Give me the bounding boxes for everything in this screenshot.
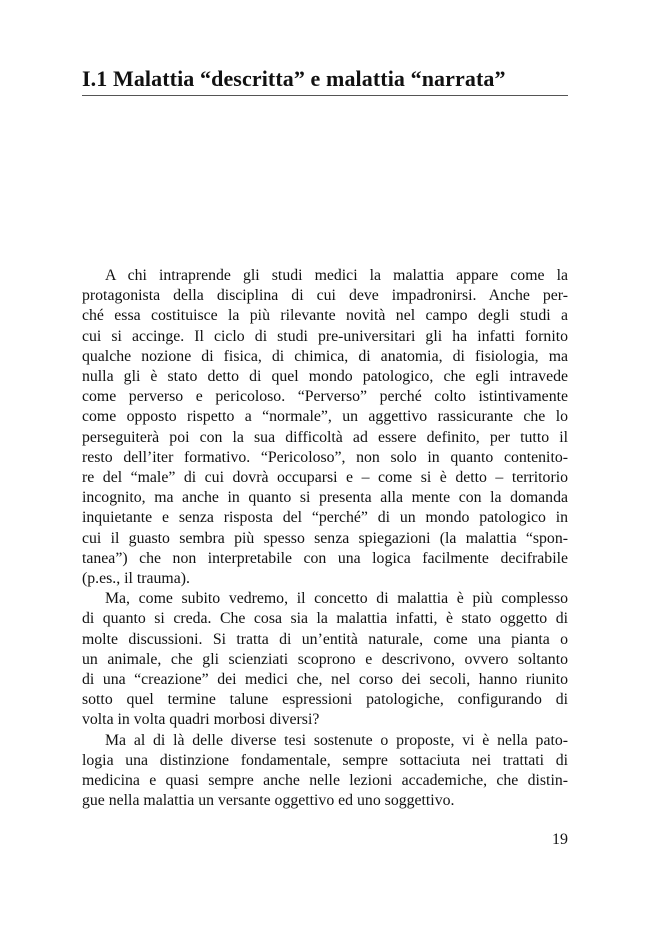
paragraph-3 <box>82 731 568 812</box>
text-line: di una “creazione” dei medici che, nel corso dei secoli, hanno riunito <box>82 671 568 689</box>
text-line: cui si accinge. Il ciclo di studi pre-universitari gli ha infatti fornito <box>82 327 568 345</box>
text-line: volta in volta quadri morbosi diversi? <box>82 711 320 729</box>
text-line: cui il guasto sembra più spesso senza spiegazioni (la malattia “spon- <box>82 529 568 547</box>
text-line: come opposto rispetto a “normale”, un aggettivo rassicurante che lo <box>82 408 568 426</box>
text-line: come perverso e pericoloso. “Perverso” perché colto istintivamente <box>82 388 568 406</box>
text-line: nulla gli è stato detto di quel mondo patologico, che egli intravede <box>82 368 568 386</box>
paragraph-1 <box>82 266 568 589</box>
text-line: perseguiterà poi con la sua difficoltà ad essere definito, per tutto il <box>82 428 568 446</box>
text-line: ché essa costituisce la più rilevante novità nel campo degli studi a <box>82 307 568 325</box>
text-line: gue nella malattia un versante oggettivo ed uno soggettivo. <box>82 792 455 810</box>
text-line: di quanto si creda. Che cosa sia la malattia infatti, è stato oggetto di <box>82 610 568 628</box>
text-line: qualche nozione di fisica, di chimica, di anatomia, di fisiologia, ma <box>82 347 568 365</box>
title-underline-rule <box>82 95 568 96</box>
text-line: logia una distinzione fondamentale, sempre sottaciuta nei trattati di <box>82 751 568 769</box>
text-line: molte discussioni. Si tratta di un’entità naturale, come una pianta o <box>82 630 568 648</box>
text-line: protagonista della disciplina di cui deve impadronirsi. Anche per- <box>82 287 568 305</box>
text-line: re del “male” di cui dovrà occuparsi e – come si è detto – territorio <box>82 469 568 487</box>
chapter-title: I.1 Malattia “descritta” e malattia “narrata” <box>82 66 506 91</box>
paragraph-2 <box>82 589 568 730</box>
text-line: un animale, che gli scienziati scoprono e descrivono, ovvero soltanto <box>82 650 568 668</box>
text-line: medicina e quasi sempre anche nelle lezioni accademiche, che distin- <box>82 772 568 790</box>
page-number: 19 <box>552 831 568 848</box>
text-line: Ma al di là delle diverse tesi sostenute o proposte, vi è nella pato- <box>105 731 568 749</box>
text-line: Ma, come subito vedremo, il concetto di malattia è più complesso <box>105 590 568 608</box>
text-line: incognito, ma anche in quanto si presenta alla mente con la domanda <box>82 489 568 507</box>
text-line: tanea”) che non interpretabile con una logica facilmente decifrabile <box>82 549 568 567</box>
text-line: A chi intraprende gli studi medici la malattia appare come la <box>105 267 568 284</box>
text-line: sotto quel termine talune espressioni patologiche, configurando di <box>82 691 568 709</box>
text-line: inquietante e senza risposta del “perché” di un mondo patologico in <box>82 509 568 527</box>
text-line: resto dell’iter formativo. “Pericoloso”, non solo in quanto contenito- <box>82 448 568 466</box>
body-text <box>82 266 568 811</box>
text-line: (p.es., il trauma). <box>82 570 190 588</box>
